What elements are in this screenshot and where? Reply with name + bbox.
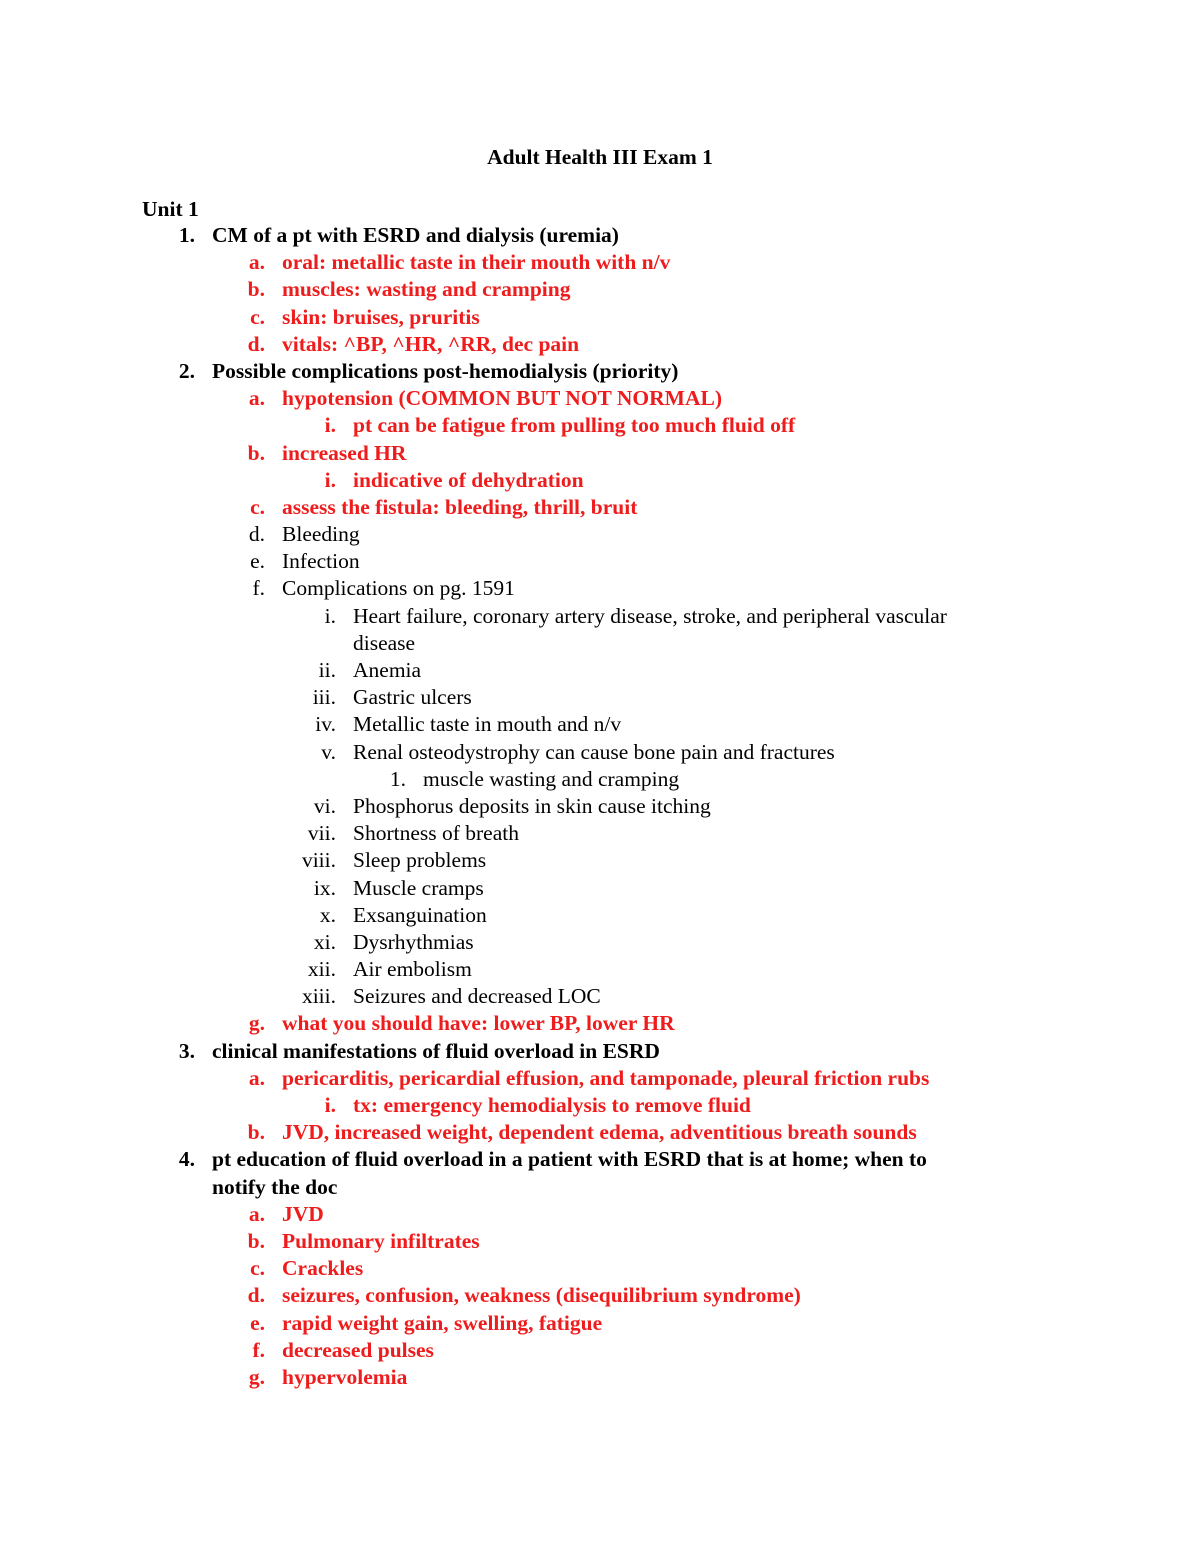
outline-marker: xi. xyxy=(313,929,336,954)
outline-item xyxy=(0,1256,1200,1283)
outline-item xyxy=(0,903,1200,930)
outline-marker: a. xyxy=(248,250,265,275)
outline-text: assess the fistula: bleeding, thrill, bruit xyxy=(282,494,638,519)
outline-text: skin: bruises, pruritis xyxy=(282,304,480,329)
outline-text: muscle wasting and cramping xyxy=(423,766,680,791)
outline-item xyxy=(0,1283,1200,1310)
outline-marker: ix. xyxy=(313,875,336,900)
outline-text: tx: emergency hemodialysis to remove fluid xyxy=(353,1093,751,1117)
outline-text: notify the doc xyxy=(212,1174,338,1199)
outline-item xyxy=(0,441,1200,468)
outline-item xyxy=(0,413,1200,440)
outline-text: hypervolemia xyxy=(282,1364,408,1389)
outline-item xyxy=(0,495,1200,522)
outline-item xyxy=(0,576,1200,603)
outline-text: muscles: wasting and cramping xyxy=(282,277,571,302)
outline-text: Bleeding xyxy=(282,522,360,547)
outline-item xyxy=(0,1093,1200,1120)
outline-marker: c. xyxy=(250,1256,265,1281)
outline-marker: e. xyxy=(250,1310,265,1335)
outline-marker: iv. xyxy=(315,712,336,737)
outline-marker: i. xyxy=(324,603,336,628)
outline-item xyxy=(0,549,1200,576)
outline-marker: v. xyxy=(321,739,336,764)
outline-item xyxy=(0,848,1200,875)
outline-item xyxy=(0,522,1200,549)
outline-item xyxy=(0,821,1200,848)
document-title: Adult Health III Exam 1 xyxy=(487,145,713,169)
outline-text: Pulmonary infiltrates xyxy=(282,1228,480,1253)
outline-item xyxy=(0,685,1200,712)
outline-item xyxy=(0,359,1200,386)
outline-text: Crackles xyxy=(282,1256,364,1281)
outline-marker: viii. xyxy=(301,848,336,873)
outline-item xyxy=(0,277,1200,304)
outline-item xyxy=(0,223,1200,250)
outline-item xyxy=(0,1120,1200,1147)
outline-item xyxy=(0,631,1200,658)
outline-text: Shortness of breath xyxy=(353,821,519,846)
outline-item xyxy=(0,1039,1200,1066)
outline-marker: vii. xyxy=(307,821,336,846)
outline-marker: g. xyxy=(248,1364,265,1389)
outline-text: oral: metallic taste in their mouth with n/v xyxy=(282,250,671,275)
outline-marker: f. xyxy=(252,576,265,601)
outline-marker: 4. xyxy=(178,1147,195,1172)
outline-item xyxy=(0,305,1200,332)
outline-text: Phosphorus deposits in skin cause itching xyxy=(353,793,711,818)
outline-marker: 3. xyxy=(178,1038,195,1063)
outline-marker: i. xyxy=(324,1093,336,1117)
outline-item xyxy=(0,658,1200,685)
outline-item xyxy=(0,957,1200,984)
outline-marker: iii. xyxy=(312,685,336,710)
outline-text: Anemia xyxy=(353,658,422,682)
outline-marker: 1. xyxy=(389,766,406,791)
outline-item xyxy=(0,332,1200,359)
outline-text: Complications on pg. 1591 xyxy=(282,576,515,601)
outline-marker: xiii. xyxy=(301,984,336,1009)
outline-text: what you should have: lower BP, lower HR xyxy=(282,1011,675,1036)
outline-marker: ii. xyxy=(318,658,336,682)
outline-text: Muscle cramps xyxy=(353,875,484,900)
outline-item xyxy=(0,1066,1200,1093)
outline-text: CM of a pt with ESRD and dialysis (uremia) xyxy=(212,223,619,247)
outline-text: Gastric ulcers xyxy=(353,685,472,710)
outline-item xyxy=(0,930,1200,957)
outline-marker: b. xyxy=(247,1120,265,1145)
outline-item xyxy=(0,712,1200,739)
outline-item xyxy=(0,604,1200,631)
outline-text: Heart failure, coronary artery disease, stroke, and peripheral vascular xyxy=(353,603,947,628)
outline-marker: i. xyxy=(324,413,336,438)
outline-marker: a. xyxy=(248,1201,265,1226)
outline-text: pt education of fluid overload in a patient with ESRD that is at home; when to xyxy=(212,1147,927,1172)
outline-text: Metallic taste in mouth and n/v xyxy=(353,712,622,737)
outline-marker: c. xyxy=(250,494,265,519)
outline-text: Air embolism xyxy=(353,957,472,982)
outline-item xyxy=(0,1011,1200,1038)
outline-text: decreased pulses xyxy=(282,1337,434,1362)
outline-marker: e. xyxy=(250,549,265,574)
outline-marker: a. xyxy=(248,386,265,411)
outline-text: indicative of dehydration xyxy=(353,467,584,492)
outline-text: seizures, confusion, weakness (disequilibrium syndrome) xyxy=(282,1283,801,1308)
outline-marker: c. xyxy=(250,304,265,329)
outline-text: vitals: ^BP, ^HR, ^RR, dec pain xyxy=(282,331,580,356)
outline-text: Sleep problems xyxy=(353,848,487,873)
outline-marker: a. xyxy=(248,1065,265,1090)
outline-item xyxy=(0,876,1200,903)
outline-marker: vi. xyxy=(313,793,336,818)
outline-marker: i. xyxy=(324,467,336,492)
outline-marker: x. xyxy=(319,902,336,927)
outline-item xyxy=(0,1147,1200,1174)
outline-item xyxy=(0,1202,1200,1229)
outline-item xyxy=(0,984,1200,1011)
outline-text: hypotension (COMMON BUT NOT NORMAL) xyxy=(282,386,722,411)
outline-item xyxy=(0,1311,1200,1338)
outline-item xyxy=(0,740,1200,767)
outline-marker: f. xyxy=(252,1337,265,1362)
outline-marker: xii. xyxy=(307,957,336,982)
outline-text: Renal osteodystrophy can cause bone pain and fractures xyxy=(353,739,835,764)
outline-marker: d. xyxy=(247,331,265,356)
outline-text: Possible complications post-hemodialysis (priority) xyxy=(212,358,679,383)
outline-item xyxy=(0,468,1200,495)
outline-text: disease xyxy=(353,630,416,655)
outline-marker: 2. xyxy=(178,358,195,383)
outline-item xyxy=(0,1229,1200,1256)
outline-marker: d. xyxy=(248,522,265,547)
outline-text: increased HR xyxy=(282,440,407,465)
outline-marker: d. xyxy=(247,1283,265,1308)
outline-item xyxy=(0,250,1200,277)
outline-item xyxy=(0,386,1200,413)
outline-item xyxy=(0,1338,1200,1365)
outline-text: JVD xyxy=(282,1201,324,1226)
outline-marker: b. xyxy=(247,277,265,302)
outline-item xyxy=(0,1175,1200,1202)
outline-text: Exsanguination xyxy=(353,902,487,927)
outline-text: rapid weight gain, swelling, fatigue xyxy=(282,1310,603,1335)
outline-item xyxy=(0,1365,1200,1392)
outline-marker: g. xyxy=(248,1011,265,1036)
unit-heading: Unit 1 xyxy=(142,197,199,221)
outline-list xyxy=(0,223,1200,1392)
outline-text: JVD, increased weight, dependent edema, adventitious breath sounds xyxy=(282,1120,917,1145)
outline-marker: 1. xyxy=(178,223,195,247)
outline-text: clinical manifestations of fluid overload in ESRD xyxy=(212,1038,660,1063)
outline-text: Seizures and decreased LOC xyxy=(353,984,601,1009)
outline-marker: b. xyxy=(247,440,265,465)
outline-marker: b. xyxy=(247,1228,265,1253)
outline-text: Dysrhythmias xyxy=(353,929,474,954)
outline-text: pt can be fatigue from pulling too much fluid off xyxy=(353,413,796,438)
outline-item xyxy=(0,767,1200,794)
outline-text: pericarditis, pericardial effusion, and tamponade, pleural friction rubs xyxy=(282,1065,930,1090)
outline-item xyxy=(0,794,1200,821)
outline-text: Infection xyxy=(282,549,360,574)
